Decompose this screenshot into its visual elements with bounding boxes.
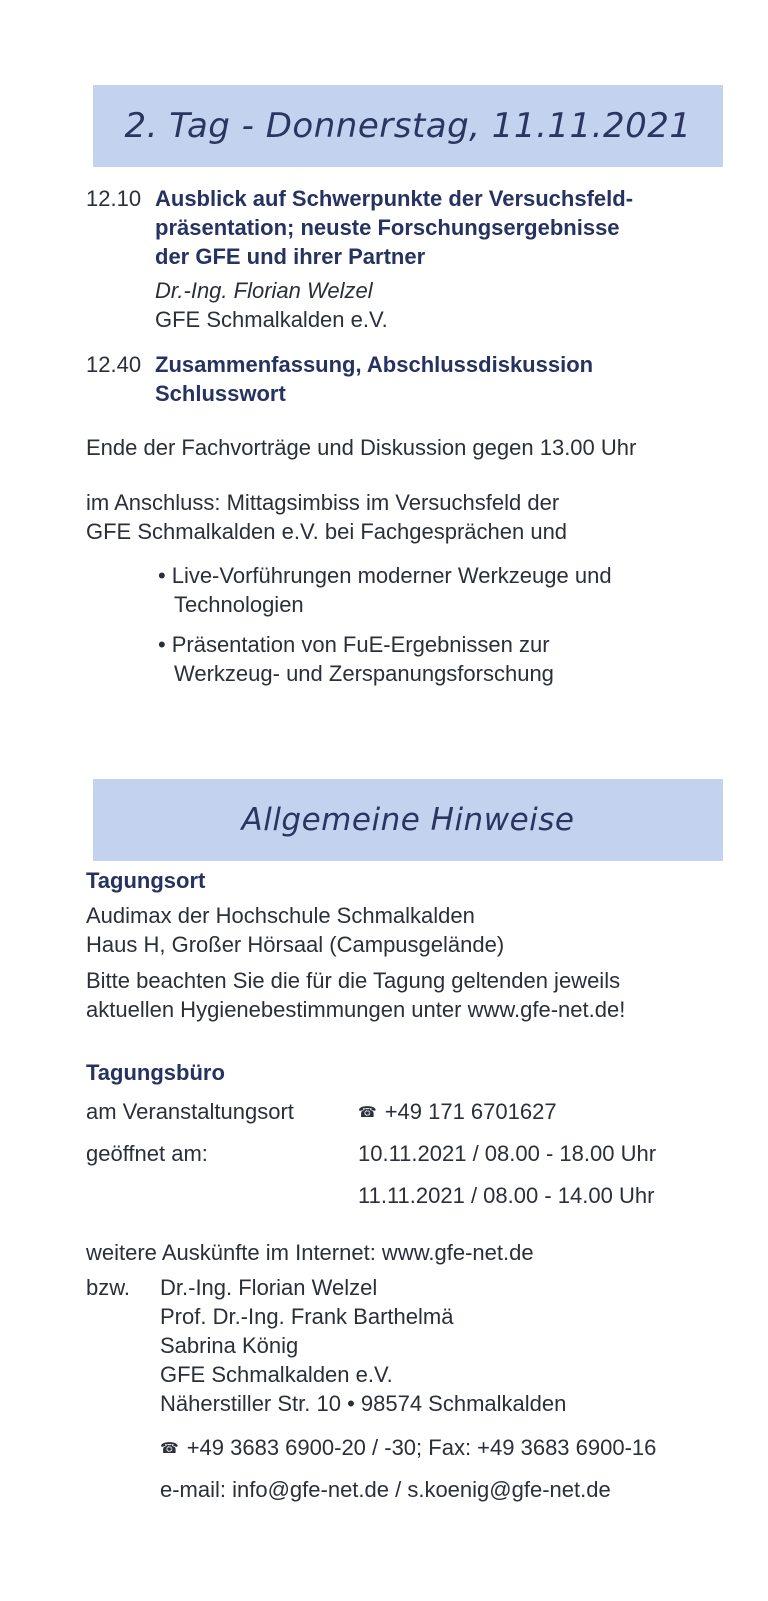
agenda-title-line: Zusammenfassung, Abschlussdiskussion [155, 352, 594, 377]
bullet-glyph: • [158, 632, 166, 657]
day2-header [93, 85, 723, 167]
hinweise-header [93, 779, 723, 861]
agenda-time: 12.10 [86, 186, 142, 211]
internet-info: weitere Auskünfte im Internet: www.gfe-net.de [86, 1240, 534, 1265]
office-location-label: am Veranstaltungsort [86, 1099, 294, 1124]
speaker-organisation: GFE Schmalkalden e.V. [155, 307, 388, 332]
section-heading-tagungsbuero: Tagungsbüro [86, 1060, 225, 1085]
office-open-label: geöffnet am: [86, 1141, 208, 1166]
contact-email: e-mail: info@gfe-net.de / s.koenig@gfe-net.de [160, 1477, 611, 1502]
bzw-label: bzw. [86, 1275, 131, 1300]
agenda-title-line: präsentation; neuste Forschungsergebnisse [155, 215, 620, 240]
day2-title: 2. Tag - Donnerstag, 11.11.2021 [124, 106, 692, 146]
bullet-continuation: Werkzeug- und Zerspanungsforschung [174, 661, 554, 686]
bullet-item [158, 561, 612, 591]
section-heading-tagungsort: Tagungsort [86, 868, 206, 893]
contact-line: Sabrina König [160, 1333, 299, 1358]
contact-line: Dr.-Ing. Florian Welzel [160, 1275, 378, 1300]
agenda-title-line: der GFE und ihrer Partner [155, 244, 426, 269]
contact-address: Näherstiller Str. 10 • 98574 Schmalkalden [160, 1391, 567, 1416]
contact-phone-fax [160, 1433, 656, 1464]
venue-line: Haus H, Großer Hörsaal (Campusgelände) [86, 932, 505, 957]
hygiene-note: Bitte beachten Sie die für die Tagung geltenden jeweils [86, 968, 621, 993]
agenda-title-line: Ausblick auf Schwerpunkte der Versuchsfeld- [155, 186, 634, 211]
bullet-text: Live-Vorführungen moderner Werkzeuge und [171, 563, 612, 588]
contact-line: GFE Schmalkalden e.V. [160, 1362, 393, 1387]
follow-up-line: im Anschluss: Mittagsimbiss im Versuchsfeld der [86, 490, 560, 515]
phone-icon: ☎ [358, 1104, 377, 1121]
agenda-title-line: Schlusswort [155, 381, 286, 406]
end-note: Ende der Fachvorträge und Diskussion gegen 13.00 Uhr [86, 435, 637, 460]
bullet-item [158, 630, 550, 660]
venue-line: Audimax der Hochschule Schmalkalden [86, 903, 475, 928]
bullet-text: Präsentation von FuE-Ergebnissen zur [171, 632, 550, 657]
contact-phone-fax-text: +49 3683 6900-20 / -30; Fax: +49 3683 6900-16 [186, 1435, 657, 1460]
hinweise-title: Allgemeine Hinweise [241, 802, 575, 838]
speaker-name: Dr.-Ing. Florian Welzel [155, 278, 373, 303]
office-open-time: 11.11.2021 / 08.00 - 14.00 Uhr [358, 1183, 655, 1208]
office-phone-number: +49 171 6701627 [384, 1099, 557, 1124]
contact-line: Prof. Dr.-Ing. Frank Barthelmä [160, 1304, 454, 1329]
agenda-time: 12.40 [86, 352, 142, 377]
follow-up-line: GFE Schmalkalden e.V. bei Fachgesprächen und [86, 519, 568, 544]
phone-icon: ☎ [160, 1440, 179, 1457]
bullet-glyph: • [158, 563, 166, 588]
office-open-time: 10.11.2021 / 08.00 - 18.00 Uhr [358, 1141, 657, 1166]
office-phone [358, 1097, 557, 1128]
bullet-continuation: Technologien [174, 592, 304, 617]
hygiene-note: aktuellen Hygienebestimmungen unter www.gfe-net.de! [86, 997, 626, 1022]
